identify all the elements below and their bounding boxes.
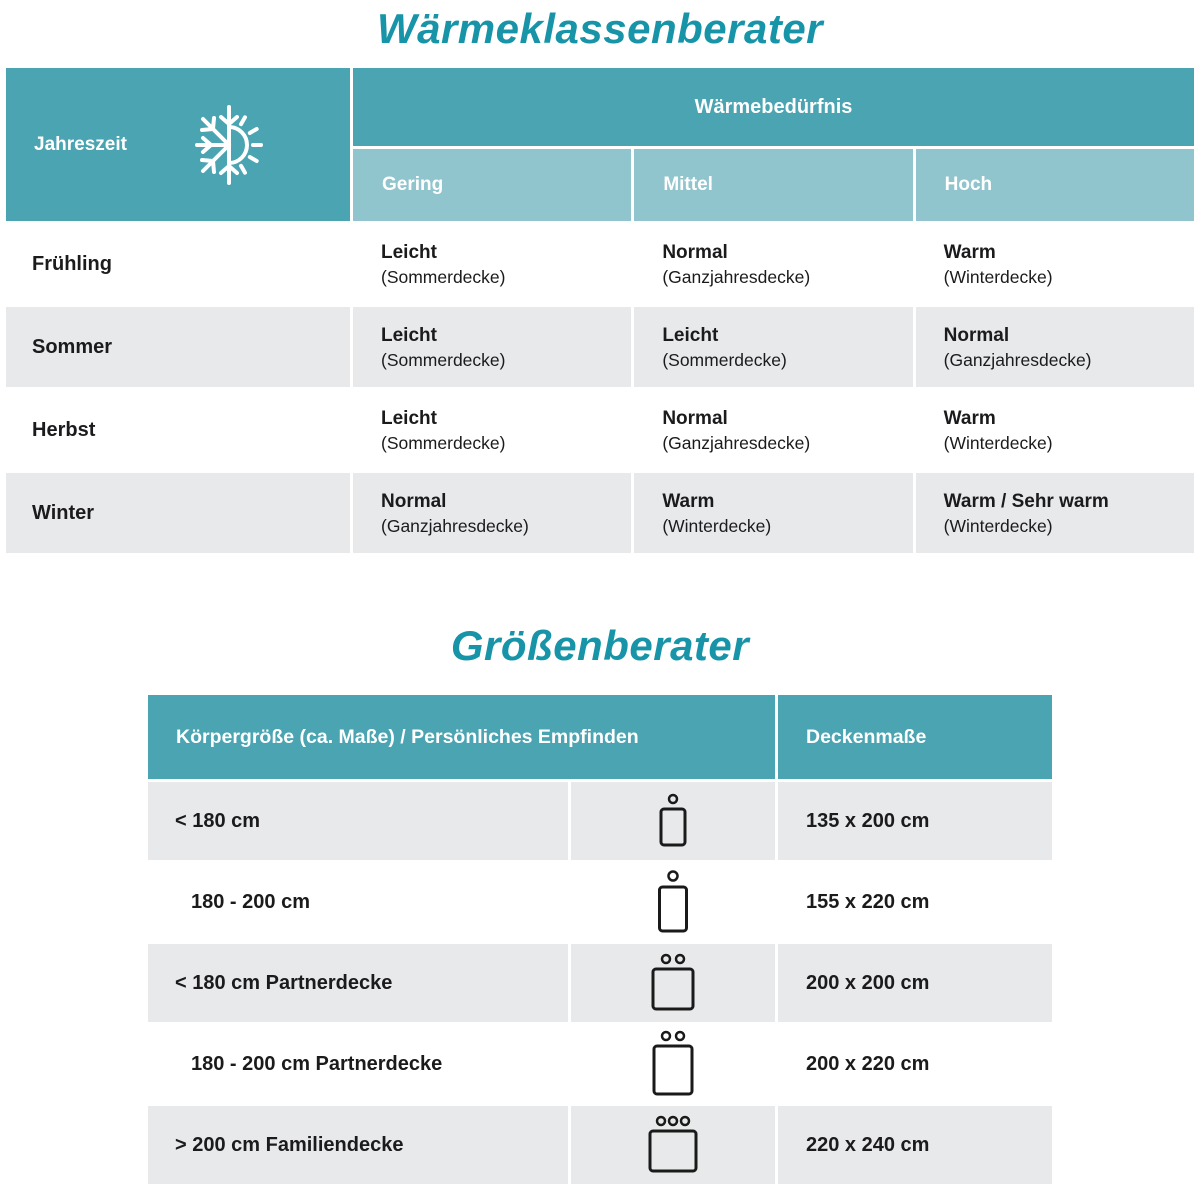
warmth-cell: [916, 307, 1194, 387]
col-header-hoch: Hoch: [916, 149, 1194, 221]
warmth-cell: [353, 307, 631, 387]
duvet-type: (Winterdecke): [943, 432, 1053, 453]
warmth-level: Leicht: [662, 324, 719, 346]
season-label-winter: Winter: [6, 473, 350, 553]
warmth-level: Warm: [943, 241, 996, 263]
duvet-dimensions: 200 x 200 cm: [778, 944, 1052, 1022]
duvet-dimensions: 135 x 200 cm: [778, 782, 1052, 860]
duvet-type: (Sommerdecke): [381, 432, 506, 453]
page-title-warmth: Wärmeklassenberater: [376, 5, 824, 52]
warmth-level: Warm: [662, 490, 715, 512]
warmth-cell: [634, 224, 912, 304]
warmth-cell: [916, 224, 1194, 304]
body-height-value: 180 - 200 cm: [148, 863, 568, 941]
season-label-sommer: Sommer: [6, 307, 350, 387]
duvet-size-header: Deckenmaße: [778, 695, 1052, 779]
warmth-cell: [916, 390, 1194, 470]
warmth-cell: [634, 307, 912, 387]
duvet-type: (Winterdecke): [943, 515, 1053, 536]
family-duvet-icon: [571, 1106, 775, 1184]
partner-duvet-short-icon: [571, 944, 775, 1022]
warmth-level: Normal: [662, 407, 728, 429]
body-height-value: > 200 cm Familiendecke: [148, 1106, 568, 1184]
duvet-type: (Ganzjahresdecke): [943, 349, 1092, 370]
body-height-value: 180 - 200 cm Partnerdecke: [148, 1025, 568, 1103]
warmth-level: Warm: [943, 407, 996, 429]
warmth-cell: [916, 473, 1194, 553]
warmth-level: Normal: [662, 241, 728, 263]
duvet-dimensions: 220 x 240 cm: [778, 1106, 1052, 1184]
warmth-level: Normal: [943, 324, 1010, 346]
snowflake-sun-icon: [181, 97, 277, 193]
warmth-level: Leicht: [381, 241, 437, 263]
duvet-type: (Sommerdecke): [381, 266, 506, 287]
season-label-fruehling: Frühling: [6, 224, 350, 304]
col-header-mittel: Mittel: [634, 149, 912, 221]
duvet-type: (Winterdecke): [943, 266, 1053, 287]
jahreszeit-header-cell: [6, 68, 350, 221]
duvet-type: (Ganzjahresdecke): [662, 432, 811, 453]
warmth-cell: [353, 473, 631, 553]
body-height-header: Körpergröße (ca. Maße) / Persönliches Empfinden: [148, 695, 775, 779]
season-label-herbst: Herbst: [6, 390, 350, 470]
jahreszeit-label: Jahreszeit: [34, 133, 127, 155]
warmth-level: Warm / Sehr warm: [943, 490, 1109, 512]
duvet-type: (Ganzjahresdecke): [381, 515, 529, 536]
page-title-size: Größenberater: [450, 622, 750, 670]
warmth-cell: [634, 473, 912, 553]
duvet-dimensions: 200 x 220 cm: [778, 1025, 1052, 1103]
duvet-type: (Sommerdecke): [381, 349, 506, 370]
warmth-level: Normal: [381, 490, 447, 512]
body-height-value: < 180 cm Partnerdecke: [148, 944, 568, 1022]
duvet-type: (Sommerdecke): [662, 349, 787, 370]
warmth-class-table: [6, 68, 1194, 553]
warmth-cell: [353, 224, 631, 304]
duvet-type: (Winterdecke): [662, 515, 772, 536]
duvet-type: (Ganzjahresdecke): [662, 266, 811, 287]
single-duvet-short-icon: [571, 782, 775, 860]
warmth-level: Leicht: [381, 407, 437, 429]
warmth-cell: [353, 390, 631, 470]
size-advisor-table: [148, 695, 1052, 1184]
waermebeduerfnis-header: Wärmebedürfnis: [353, 68, 1194, 146]
warmth-level: Leicht: [381, 324, 437, 346]
single-duvet-tall-icon: [571, 863, 775, 941]
duvet-dimensions: 155 x 220 cm: [778, 863, 1052, 941]
col-header-gering: Gering: [353, 149, 631, 221]
warmth-cell: [634, 390, 912, 470]
body-height-value: < 180 cm: [148, 782, 568, 860]
partner-duvet-tall-icon: [571, 1025, 775, 1103]
